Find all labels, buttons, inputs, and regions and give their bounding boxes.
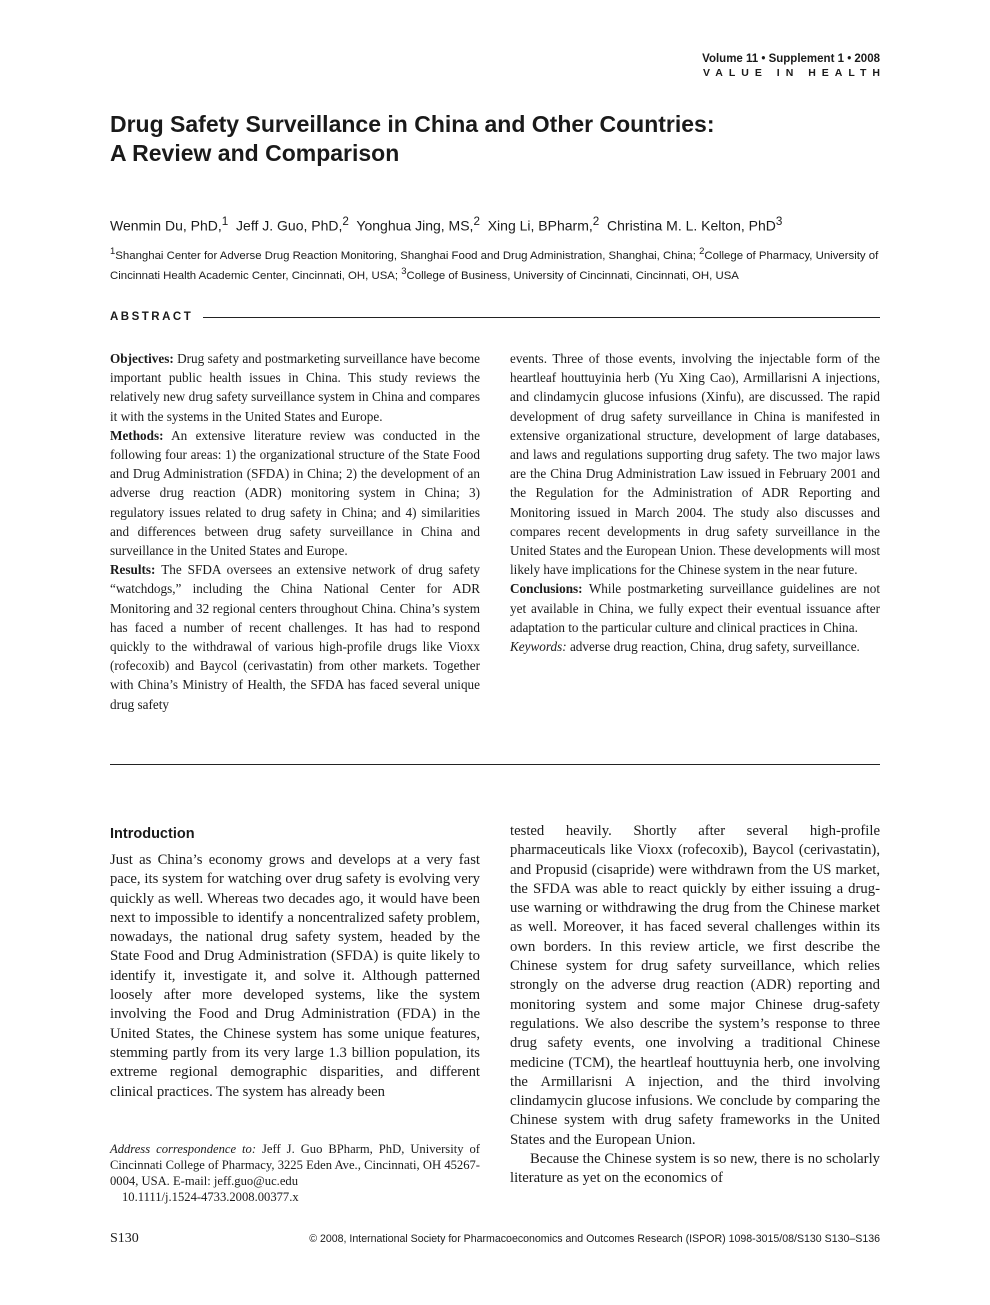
introduction-heading: Introduction [110, 826, 195, 842]
abstract-heading-label: ABSTRACT [110, 311, 194, 323]
author-affiliation-mark: 2 [342, 215, 349, 228]
article-title-line-1: Drug Safety Surveillance in China and Other Countries: [110, 111, 715, 137]
affiliation-mark: 1 [110, 246, 116, 257]
abstract-results-continued: events. Three of those events, involving the injectable form of the heartleaf houttuyinia herb (Yu Xing Cao), Armillarisni A injections, and clindamycin glucose infusions (Xinfu), are discussed. The rapid development of drug safety surveillance in China is manifested in extensive organizational structure, development of large databases, and laws and regulations supporting drug safety. The two major laws are the China Drug Administration Law issued in February 2001 and the Regulation for the Administration of ADR Reporting and Monitoring issued in March 2004. The study also discusses and compares recent developments in drug safety surveillance in the United States and the European Union. These developments will most likely have implications for the Chinese system in the near future. [510, 351, 880, 578]
article-title [110, 110, 890, 168]
footer-copyright: © 2008, International Society for Pharmacoeconomics and Outcomes Research (ISPOR) 1098-3015/08/S130 S130–S136 [309, 1233, 880, 1245]
abstract-methods-label: Methods: [110, 427, 164, 443]
body-column-left [110, 851, 480, 1102]
introduction-paragraph-2: Because the Chinese system is so new, there is no scholarly literature as yet on the economics of [510, 1151, 880, 1187]
author-affiliation-mark: 2 [473, 215, 480, 228]
correspondence-footnote [110, 1141, 480, 1205]
abstract-objectives [110, 349, 480, 426]
abstract-conclusions [510, 579, 880, 637]
abstract-heading-rule [203, 317, 880, 318]
affiliation-text: Shanghai Center for Adverse Drug Reaction Monitoring, Shanghai Food and Drug Administration, Shanghai, China; [115, 249, 700, 262]
author-name: Jeff J. Guo, PhD, [236, 217, 343, 234]
correspondence-text: Jeff J. Guo BPharm, PhD, University of Cincinnati College of Pharmacy, 3225 Eden Ave., Cincinnati, OH 45267-0004, USA. E-mail: jeff.guo@uc.edu [110, 1142, 480, 1188]
author-list [110, 212, 890, 236]
abstract-objectives-label: Objectives: [110, 351, 174, 366]
abstract-end-rule [110, 764, 880, 765]
introduction-paragraph-1: Just as China’s economy grows and develops at a very fast pace, its system for watching over drug safety is evolving very quickly as well. Whereas two decades ago, it would have been next to impossible to identify a noncentralized safety problem, nowadays, the national drug safety system, headed by the State Food and Drug Administration (SFDA) is quite likely to identify it, investigate it, and solve it. Although patterned loosely after more developed systems, like the system involving the Food and Drug Administration (FDA) in the United States, the Chinese system has some unique features, stemming partly from its very large 1.3 billion population, its extreme regional demographic disparities, and different clinical practices. The system has already been [110, 852, 480, 1100]
abstract-conclusions-text: While postmarketing surveillance guidelines are not yet available in China, we fully expect their eventual issuance after adaptation to the particular culture and clinical practices in China. [510, 581, 880, 635]
author-affiliation-mark: 1 [221, 215, 229, 228]
page-number: S130 [110, 1231, 139, 1246]
abstract-methods-text: An extensive literature review was conducted in the following four areas: 1) the organizational structure of the State Food and Drug Administration (SFDA) in China; 2) the development of an adverse drug reaction (ADR) monitoring system in China; 3) regulatory issues related to drug safety in China; and 4) similarities and differences between drug safety surveillance in China and surveillance in the United States and Europe. [110, 427, 480, 559]
affiliation-text: College of Business, University of Cincinnati, Cincinnati, OH, USA [406, 269, 739, 282]
introduction-paragraph-1-continued: tested heavily. Shortly after several high-profile pharmaceuticals like Vioxx (rofecoxib), Baycol (cerivastatin), and Propusid (cisapride) were withdrawn from the US market, the SFDA was able to react quickly by either issuing a drug-use warning or withdrawing the drug from the Chinese market as well. Moreover, it has faced several challenges within its own borders. In this review article, we first describe the Chinese system for drug safety surveillance, which relies strongly on the adverse drug reaction (ADR) reporting and monitoring system and some major Chinese drug-safety regulations. We also describe the system’s response to three drug safety events, one involving a traditional Chinese medicine (TCM), the heartleaf houttuynia herb, one involving the Armillarisni A injection, and the third involving clindamycin glucose infusions. We conclude by comparing the Chinese system with drug safety frameworks in the United States and the European Union. [510, 823, 880, 1148]
doi-link[interactable]: 10.1111/j.1524-4733.2008.00377.x [122, 1190, 299, 1204]
abstract-heading [110, 311, 880, 323]
abstract-methods [110, 426, 480, 560]
author-name: Christina M. L. Kelton, PhD [607, 217, 776, 234]
abstract-results [110, 560, 480, 714]
abstract-column-left [110, 349, 480, 714]
abstract-results-text-left: The SFDA oversees an extensive network of drug safety “watchdogs,” including the China National Center for ADR Monitoring and 32 regional centers throughout China. China’s system has faced a number of recent challenges. It has had to respond quickly to the withdrawal of various high-profile drugs like Vioxx (rofecoxib) and Baycol (cerivastatin) from other markets. Together with China’s Ministry of Health, the SFDA has faced several unique drug safety [110, 562, 481, 712]
author-name: Wenmin Du, PhD, [110, 217, 222, 234]
affiliation-list [110, 244, 890, 284]
journal-issue: Volume 11 • Supplement 1 • 2008 [702, 53, 880, 65]
affiliation-text: College of Pharmacy, University of Cincinnati Health Academic Center, Cincinnati, OH, USA; [110, 249, 879, 282]
abstract-results-label: Results: [110, 562, 156, 578]
author-name: Xing Li, BPharm, [487, 217, 593, 234]
article-title-line-2: A Review and Comparison [110, 140, 400, 166]
author-affiliation-mark: 3 [775, 215, 783, 228]
author-affiliation-mark: 2 [592, 215, 600, 228]
abstract-keywords [510, 637, 880, 656]
abstract-column-right [510, 349, 880, 656]
abstract-objectives-text: Drug safety and postmarketing surveillance have become important public health issues in China. This study reviews the relatively new drug safety surveillance system in China and compares it with the systems in the United States and Europe. [110, 351, 480, 424]
abstract-conclusions-label: Conclusions: [510, 581, 583, 597]
body-column-right [510, 822, 880, 1189]
abstract-keywords-text: adverse drug reaction, China, drug safety, surveillance. [569, 639, 860, 655]
journal-name: VALUE IN HEALTH [703, 67, 886, 79]
affiliation-mark: 3 [401, 265, 407, 277]
author-name: Yonghua Jing, MS, [356, 217, 474, 234]
affiliation-mark: 2 [699, 246, 705, 257]
correspondence-label: Address correspondence to: [110, 1142, 257, 1156]
journal-header [702, 52, 886, 80]
abstract-keywords-label: Keywords: [510, 639, 567, 655]
